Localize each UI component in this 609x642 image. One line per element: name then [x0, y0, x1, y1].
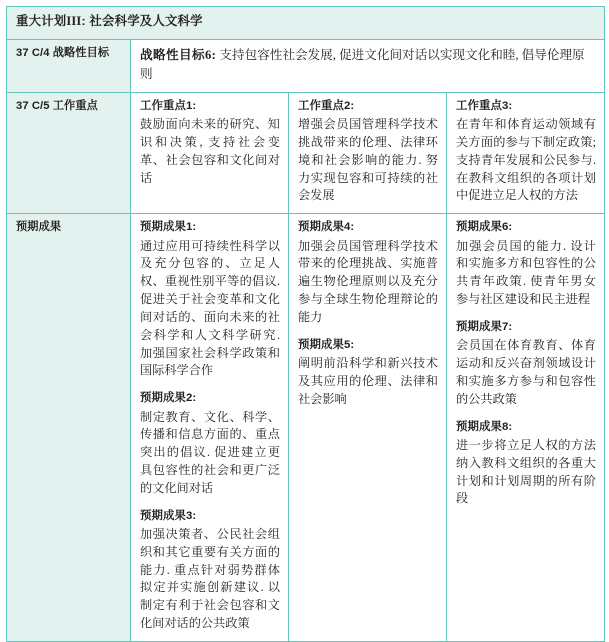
- expected-result-block: [140, 391, 280, 497]
- table-row-expected-results: [7, 214, 605, 642]
- plan-title-prefix: 重大计划: [16, 14, 67, 28]
- mla-column-2: [289, 92, 447, 213]
- expected-result-block: [298, 338, 438, 409]
- expected-result-heading: 预期成果6:: [456, 221, 513, 234]
- mla-block: [298, 99, 438, 205]
- expected-result-block: [140, 220, 280, 380]
- expected-results-column-2: [289, 214, 447, 642]
- page-title: [16, 13, 596, 31]
- stub-strategic-objective: 37 C/4 战略性目标: [7, 40, 131, 93]
- mla-block: [140, 99, 280, 188]
- strategic-objective-text: [140, 46, 596, 84]
- expected-results-column-3: [447, 214, 605, 642]
- expected-result-block: [456, 420, 596, 509]
- expected-result-block: [456, 220, 596, 309]
- expected-result-heading: 预期成果3:: [140, 509, 197, 522]
- expected-result-heading: 预期成果8:: [456, 420, 513, 433]
- mla-body: 增强会员国管理科学技术挑战带来的伦理、法律环境和社会影响的能力. 努力实现包容和可持续的社会发展: [298, 117, 438, 203]
- stub-main-lines-of-action: 37 C/5 工作重点: [7, 92, 131, 213]
- expected-result-block: [456, 320, 596, 409]
- expected-result-body: 加强会员国的能力. 设计和实施多方和包容性的公共青年政策. 使青年男女参与社区建设和民主进程: [456, 238, 596, 307]
- plan-title-numeral: III: [66, 14, 82, 28]
- expected-result-body: 会员国在体育教育、体育运动和反兴奋剂领域设计和实施多方参与和包容性的公共政策: [456, 338, 596, 406]
- expected-result-heading: 预期成果7:: [456, 320, 513, 333]
- mla-body: 在青年和体育运动领域有关方面的参与下制定政策; 支持青年发展和公民参与. 在教科文组织的各项计划中促进立足人权的方法: [456, 117, 596, 203]
- expected-result-heading: 预期成果4:: [298, 221, 355, 234]
- mla-heading: 工作重点3:: [456, 99, 513, 112]
- mla-heading: 工作重点2:: [298, 99, 355, 112]
- table-row-main-lines-of-action: [7, 92, 605, 213]
- strategic-objective-cell: [131, 40, 605, 93]
- mla-body: 鼓励面向未来的研究、知识和决策, 支持社会变革、社会包容和文化间对话: [140, 117, 280, 185]
- strategic-objective-heading: 战略性目标6:: [140, 48, 217, 62]
- mla-column-1: [131, 92, 289, 213]
- expected-result-heading: 预期成果2:: [140, 392, 197, 405]
- expected-result-block: [298, 220, 438, 326]
- expected-result-body: 加强决策者、公民社会组织和其它重要有关方面的能力. 重点针对弱势群体拟定并实施创新建议. 以制定有利于社会包容和文化间对话的公共政策: [140, 526, 280, 631]
- plan-title-cell: [7, 7, 605, 40]
- plan-title-text: 社会科学及人文科学: [89, 14, 203, 28]
- expected-result-block: [140, 509, 280, 633]
- table-row-strategic-objective: [7, 40, 605, 93]
- expected-result-body: 制定教育、文化、科学、传播和信息方面的、重点突出的倡议. 促进建立更具包容性的社会和更广泛的文化间对话: [140, 409, 280, 495]
- expected-results-column-1: [131, 214, 289, 642]
- expected-result-body: 进一步将立足人权的方法纳入教科文组织的各重大计划和计划周期的所有阶段: [456, 437, 596, 506]
- expected-result-body: 通过应用可持续性科学以及充分包容的、立足人权、重视性别平等的倡议. 促进关于社会变革和文化间对话的、面向未来的社会科学和人文科学研究. 加强国家社会科学政策和国际科学合作: [140, 238, 280, 378]
- plan-title-separator: :: [81, 14, 90, 28]
- expected-result-body: 加强会员国管理科学技术带来的伦理挑战、实施普遍生物伦理原则以及充分参与全球生物伦理辩论的能力: [298, 238, 438, 324]
- mla-column-3: [447, 92, 605, 213]
- mla-heading: 工作重点1:: [140, 99, 197, 112]
- stub-expected-results: 预期成果: [7, 214, 131, 642]
- table-row-plan-title: [7, 7, 605, 40]
- major-programme-table: [6, 6, 605, 642]
- expected-result-body: 阐明前沿科学和新兴技术及其应用的伦理、法律和社会影响: [298, 356, 438, 406]
- mla-block: [456, 99, 596, 205]
- expected-result-heading: 预期成果5:: [298, 338, 355, 351]
- expected-result-heading: 预期成果1:: [140, 221, 197, 234]
- strategic-objective-body: 支持包容性社会发展, 促进文化间对话以实现文化和睦, 倡导伦理原则: [140, 48, 585, 81]
